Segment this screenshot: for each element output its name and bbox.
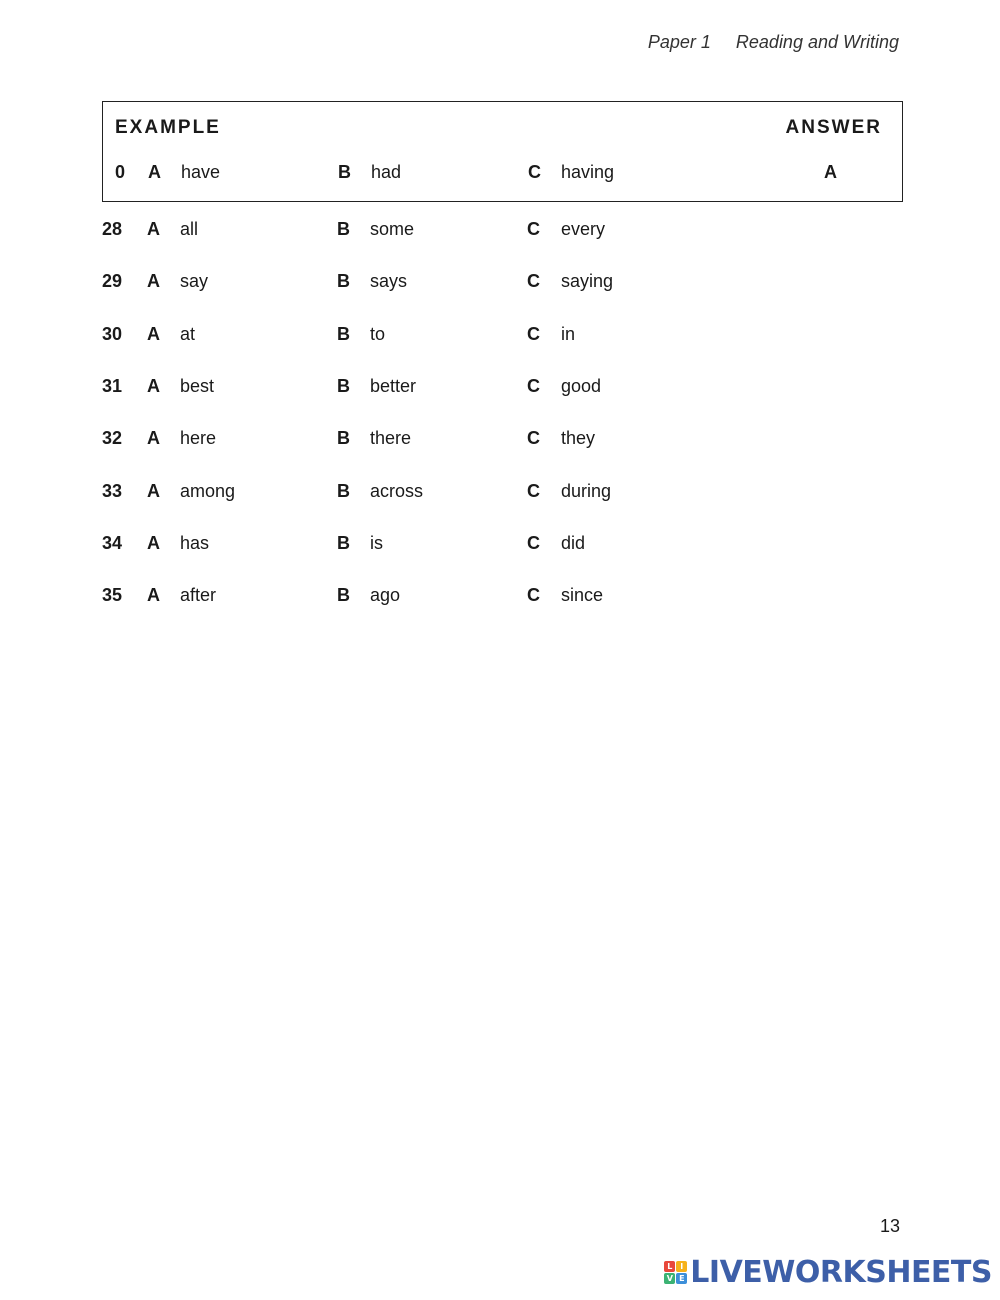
question-number: 0 xyxy=(115,162,126,182)
option-a-word: all xyxy=(180,219,199,239)
logo-square-l: L xyxy=(664,1261,675,1272)
option-a-word: here xyxy=(180,428,217,448)
logo-square-e: E xyxy=(676,1273,687,1284)
option-b-word: there xyxy=(370,428,412,448)
option-c-word: during xyxy=(561,481,612,501)
option-c-word: did xyxy=(561,533,586,553)
question-row xyxy=(0,481,1000,511)
option-letter-a: A xyxy=(147,533,160,553)
option-b-word: had xyxy=(371,162,402,182)
option-b-word: some xyxy=(370,219,415,239)
option-letter-b: B xyxy=(337,481,350,501)
option-letter-b: B xyxy=(337,376,350,396)
option-letter-a: A xyxy=(147,585,160,605)
page-header xyxy=(648,32,899,53)
option-a-word: at xyxy=(180,324,196,344)
page-number: 13 xyxy=(879,1216,900,1236)
option-letter-c: C xyxy=(527,428,540,448)
question-row xyxy=(0,219,1000,249)
option-b-word: to xyxy=(370,324,386,344)
question-row xyxy=(0,428,1000,458)
option-b-word: says xyxy=(370,271,408,291)
option-letter-c: C xyxy=(527,376,540,396)
option-a-word: have xyxy=(181,162,221,182)
question-row xyxy=(0,271,1000,301)
logo-square-v: V xyxy=(664,1273,675,1284)
option-b-word: across xyxy=(370,481,424,501)
option-letter-a: A xyxy=(147,271,160,291)
option-c-word: since xyxy=(561,585,604,605)
option-letter-b: B xyxy=(337,585,350,605)
question-row xyxy=(0,585,1000,615)
option-c-word: saying xyxy=(561,271,614,291)
option-letter-a: A xyxy=(147,428,160,448)
option-letter-b: B xyxy=(337,324,350,344)
option-c-word: in xyxy=(561,324,576,344)
example-box xyxy=(102,101,903,202)
option-c-word: having xyxy=(561,162,615,182)
section-title: Reading and Writing xyxy=(735,32,899,52)
option-letter-a: A xyxy=(147,376,160,396)
option-a-word: has xyxy=(180,533,210,553)
option-a-word: say xyxy=(180,271,209,291)
option-letter-a: A xyxy=(147,481,160,501)
option-a-word: among xyxy=(180,481,236,501)
option-c-word: good xyxy=(561,376,602,396)
brand-name: LIVEWORKSHEETS xyxy=(690,1255,992,1290)
option-letter-b: B xyxy=(337,533,350,553)
question-number: 31 xyxy=(102,376,123,396)
option-letter-c: C xyxy=(527,585,540,605)
option-c-word: they xyxy=(561,428,596,448)
option-letter-c: C xyxy=(527,271,540,291)
question-row xyxy=(0,324,1000,354)
option-letter-b: B xyxy=(337,219,350,239)
liveworksheets-logo-icon xyxy=(664,1261,687,1284)
option-letter-b: B xyxy=(337,271,350,291)
option-letter-c: C xyxy=(527,481,540,501)
option-b-word: ago xyxy=(370,585,401,605)
option-letter-b: B xyxy=(338,162,351,182)
question-number: 34 xyxy=(102,533,123,553)
option-b-word: is xyxy=(370,533,383,553)
question-number: 32 xyxy=(102,428,123,448)
option-letter-a: A xyxy=(147,219,160,239)
example-heading: EXAMPLE xyxy=(115,117,221,138)
answer-heading: ANSWER xyxy=(785,117,882,138)
question-row xyxy=(0,376,1000,406)
question-number: 29 xyxy=(102,271,123,291)
example-row xyxy=(103,162,901,192)
question-number: 28 xyxy=(102,219,123,239)
option-letter-a: A xyxy=(147,324,160,344)
option-letter-c: C xyxy=(528,162,541,182)
option-a-word: after xyxy=(180,585,217,605)
option-c-word: every xyxy=(561,219,606,239)
question-number: 33 xyxy=(102,481,123,501)
option-letter-c: C xyxy=(527,533,540,553)
brand-watermark xyxy=(664,1255,992,1290)
question-number: 30 xyxy=(102,324,123,344)
logo-square-i: I xyxy=(676,1261,687,1272)
option-letter-b: B xyxy=(337,428,350,448)
paper-label: Paper 1 xyxy=(647,32,711,52)
option-a-word: best xyxy=(180,376,215,396)
question-row xyxy=(0,533,1000,563)
option-letter-c: C xyxy=(527,324,540,344)
option-letter-a: A xyxy=(148,162,161,182)
example-answer: A xyxy=(824,162,837,182)
option-b-word: better xyxy=(370,376,417,396)
question-number: 35 xyxy=(102,585,123,605)
option-letter-c: C xyxy=(527,219,540,239)
